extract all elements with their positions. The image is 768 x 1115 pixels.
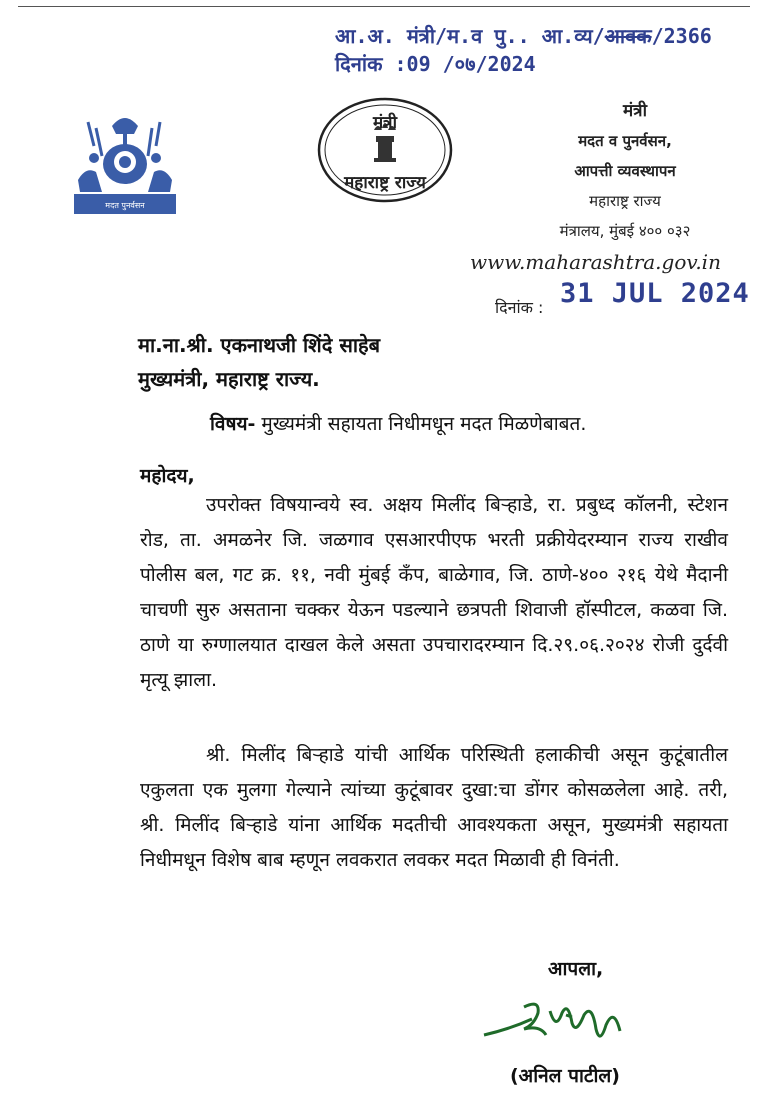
office-line-1: मदत व पुनर्वसन, (578, 132, 672, 150)
office-line-2: आपत्ती व्यवस्थापन (574, 162, 676, 180)
inward-stamp-reference: आ.अ. मंत्री/म.व पु.. आ.व्य/आवक/2366 (335, 24, 712, 48)
stamp-reference-number: 2366 (663, 24, 712, 48)
date-stamp: 31 JUL 2024 (560, 278, 750, 309)
office-address-block (480, 96, 730, 246)
body-paragraph-1 (140, 488, 728, 698)
seal-top-text: मंत्री (373, 113, 397, 133)
body-paragraph-1-text: उपरोक्त विषयान्वये स्व. अक्षय मिलींद बिऱ्हाडे, रा. प्रबुध्द कॉलनी, स्टेशन रोड, ता. अमळनेर जि. जळगाव एसआरपीएफ भरती प्रक्रीयेदरम्यान राज्य राखीव पोलीस बल, गट क्र. ११, नवी मुंबई कॅंप, बाळेगाव, जि. ठाणे-४०० २१६ येथे मैदानी चाचणी सुरु असताना चक्कर येऊन पडल्याने छत्रपती शिवाजी हॉस्पीटल, कळवा जि. ठाणे या रुग्णालयात दाखल केले असता उपचारादरम्यान दि.२९.०६.२०२४ रोजी दुर्दवी मृत्यू झाला. (140, 494, 728, 691)
inward-stamp-date: दिनांक :09 /०७/2024 (335, 52, 536, 76)
stamp-reference-line: आ.अ. मंत्री/म.व पु.. आ.व्य/ (335, 24, 605, 48)
addressee-block (138, 328, 380, 396)
page-top-rule (18, 6, 750, 7)
seal-bottom-text: महाराष्ट्र राज्य (344, 173, 426, 193)
subject-line (210, 410, 586, 436)
closing-text: आपला, (548, 958, 604, 980)
handwritten-signature-icon (480, 995, 640, 1057)
website-text: www.maharashtra.gov.in (470, 250, 721, 274)
relief-department-emblem-icon (72, 106, 178, 216)
office-line-3: महाराष्ट्र राज्य (589, 192, 661, 210)
date-label: दिनांक : (495, 298, 544, 317)
subject-label: विषय- (210, 413, 256, 435)
office-title: मंत्री (623, 101, 647, 121)
addressee-line-1: मा.ना.श्री. एकनाथजी शिंदे साहेब (138, 333, 381, 357)
addressee-line-2: मुख्यमंत्री, महाराष्ट्र राज्य. (138, 367, 320, 391)
emblem-caption: मदत पुनर्वसन (105, 201, 145, 210)
salutation: महोदय, (140, 465, 195, 487)
minister-seal (316, 96, 454, 204)
signer-name: (अनिल पाटील) (510, 1065, 620, 1087)
body-paragraph-2 (140, 738, 728, 878)
stamp-reference-struck: आवक (604, 24, 652, 48)
office-line-4: मंत्रालय, मुंबई ४०० ०३२ (559, 222, 691, 240)
subject-text: मुख्यमंत्री सहायता निधीमधून मदत मिळणेबाबत. (255, 413, 587, 435)
body-paragraph-2-text: श्री. मिलींद बिऱ्हाडे यांची आर्थिक परिस्थिती हलाकीची असून कुटूंबातील एकुलता एक मुलगा गेल्याने त्यांच्या कुटूंबावर दुखा:चा डोंगर कोसळलेला आहे. तरी, श्री. मिलींद बिऱ्हाडे यांना आर्थिक मदतीची आवश्यकता असून, मुख्यमंत्री सहायता निधीमधून विशेष बाब म्हणून लवकरात लवकर मदत मिळावी ही विनंती. (140, 744, 728, 871)
